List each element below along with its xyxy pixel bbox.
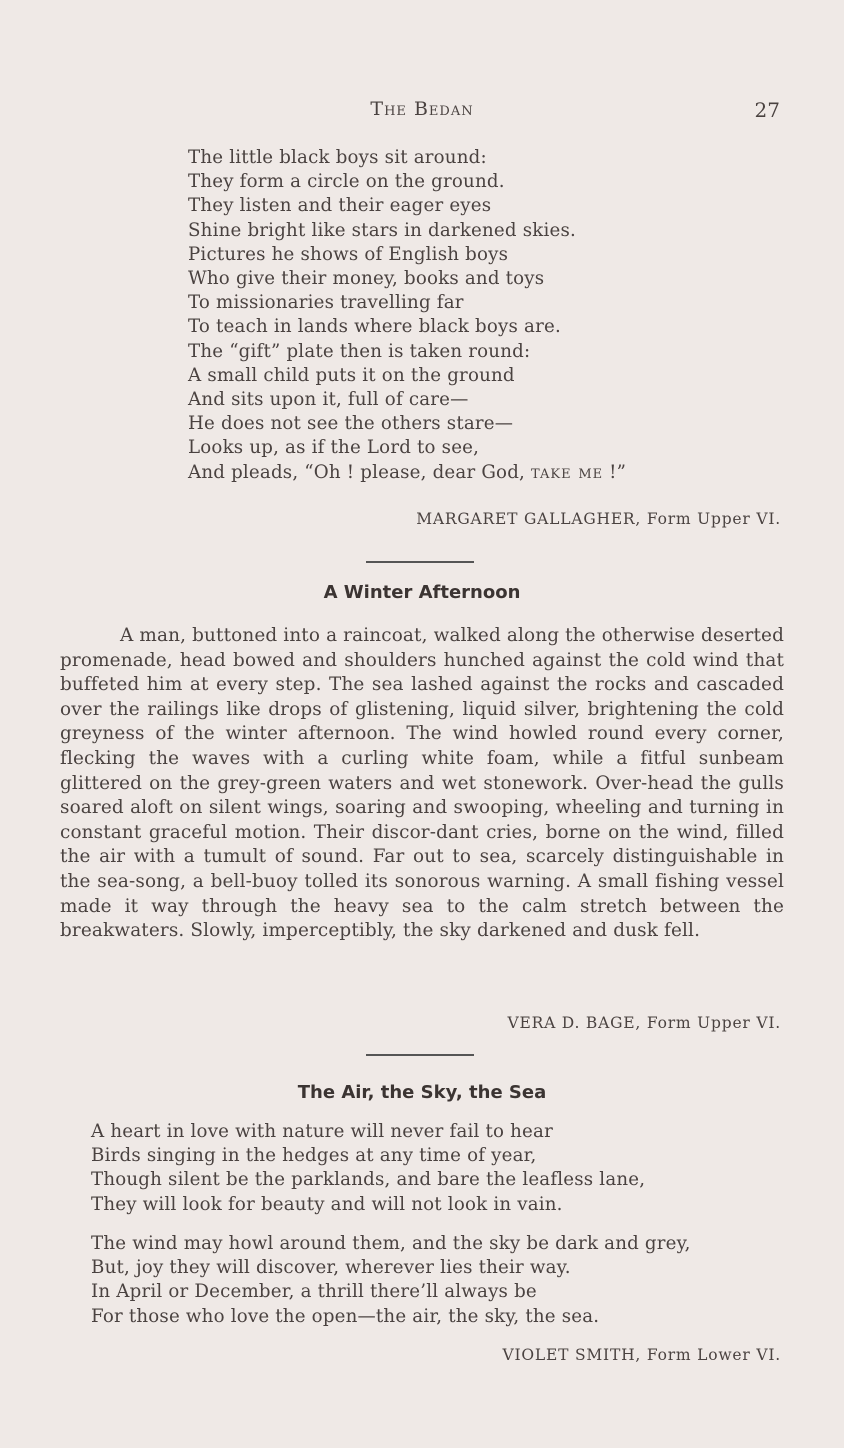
section-2-signature: VERA D. BAGE, Form Upper VI. xyxy=(507,1014,781,1032)
poem-line: To teach in lands where black boys are. xyxy=(188,316,561,338)
poem-last-line-end: !” xyxy=(603,461,627,483)
poem-1 xyxy=(188,146,626,485)
poem-line: Looks up, as if the Lord to see, xyxy=(188,437,480,459)
poem-line: Who give their money, books and toys xyxy=(188,268,545,290)
poem-line: Though silent be the parklands, and bare the leafless lane, xyxy=(91,1169,646,1191)
poem-1-signature: MARGARET GALLAGHER, Form Upper VI. xyxy=(416,510,781,528)
poem-3-stanza-2 xyxy=(91,1232,691,1329)
poem-line: They will look for beauty and will not look in vain. xyxy=(91,1193,563,1215)
running-header: The Bedan xyxy=(370,98,474,120)
poem-line: Pictures he shows of English boys xyxy=(188,243,509,265)
poem-line: In April or December, a thrill there’ll always be xyxy=(91,1281,537,1303)
page-number: 27 xyxy=(754,98,780,122)
poem-last-line-start: And pleads, “Oh ! please, dear God, xyxy=(188,461,526,483)
poem-3-stanza-1 xyxy=(91,1120,645,1217)
poem-line: To missionaries travelling far xyxy=(188,292,464,314)
poem-line: The “gift” plate then is taken round: xyxy=(188,340,531,362)
poem-line: And sits upon it, full of care— xyxy=(188,389,469,411)
poem-line: The wind may howl around them, and the sky be dark and grey, xyxy=(91,1233,691,1254)
poem-line: A heart in love with nature will never fail to hear xyxy=(91,1121,553,1142)
poem-line: But, joy they will discover, wherever lies their way. xyxy=(91,1257,571,1279)
poem-line: Shine bright like stars in darkened skies. xyxy=(188,219,576,241)
poem-line: They form a circle on the ground. xyxy=(188,171,505,193)
poem-last-line-caps: take me xyxy=(531,461,604,483)
section-2-body xyxy=(60,624,784,944)
section-2-title: A Winter Afternoon xyxy=(323,582,521,603)
section-3-signature: VIOLET SMITH, Form Lower VI. xyxy=(502,1346,781,1364)
poem-line: Birds singing in the hedges at any time of year, xyxy=(91,1145,537,1167)
poem-line: For those who love the open—the air, the sky, the sea. xyxy=(91,1305,600,1327)
section-2-paragraph: A man, buttoned into a raincoat, walked along the otherwise deserted promenade, head bowed and shoulders hunched against the cold wind that buffeted him at every step. The sea lashed against the rocks and cascaded over the railings like drops of glistening, liquid silver, brightening the cold greyness of the winter afternoon. The wind howled round every corner, flecking the waves with a curling white foam, while a fitful sunbeam glittered on the grey-green waters and wet stonework. Over-head the gulls soared aloft on silent wings, soaring and swooping, wheeling and turning in constant graceful motion. Their discor-dant cries, borne on the wind, filled the air with a tumult of sound. Far out to sea, scarcely distinguishable in the sea-song, a bell-buoy tolled its sonorous warning. A small fishing vessel made it way through the heavy sea to the calm stretch between the breakwaters. Slowly, imperceptibly, the sky darkened and dusk fell. xyxy=(60,625,784,942)
poem-line: He does not see the others stare— xyxy=(188,413,514,435)
poem-line: A small child puts it on the ground xyxy=(188,364,515,386)
poem-line: The little black boys sit around: xyxy=(188,147,487,168)
section-divider xyxy=(366,561,474,563)
poem-line: They listen and their eager eyes xyxy=(188,195,492,217)
poem-last-line xyxy=(188,461,626,485)
section-divider xyxy=(366,1054,474,1056)
section-3-title: The Air, the Sky, the Sea xyxy=(297,1082,547,1103)
